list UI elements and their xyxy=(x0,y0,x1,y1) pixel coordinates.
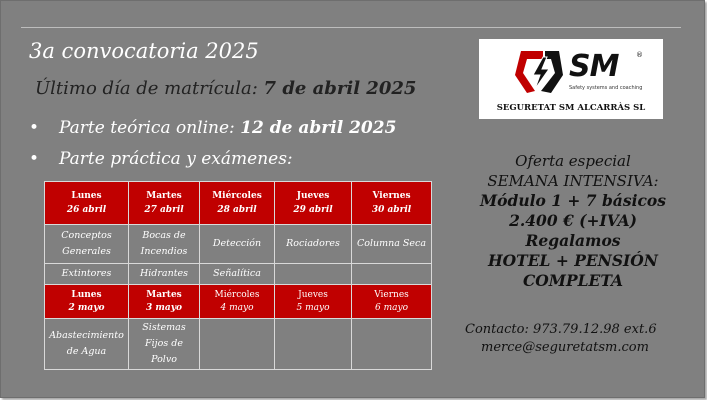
table-cell xyxy=(352,319,432,370)
special-offer xyxy=(447,151,699,291)
bullet-label: Parte teórica online: xyxy=(59,118,235,138)
offer-line: SEMANA INTENSIVA: xyxy=(487,172,659,190)
day-header: Jueves 29 abril xyxy=(275,182,352,225)
day-header: Martes 27 abril xyxy=(129,182,200,225)
schedule-table xyxy=(44,181,432,370)
logo-letters: SM xyxy=(569,49,619,84)
table-cell xyxy=(275,264,352,285)
deadline-date: 7 de abril 2025 xyxy=(263,78,417,99)
logo-registered: ® xyxy=(636,51,643,59)
table-cell: Columna Seca xyxy=(352,225,432,264)
table-cell: Sistemas Fijos de Polvo xyxy=(129,319,200,370)
bullet-value: 12 de abril 2025 xyxy=(240,118,397,138)
table-cell: Bocas de Incendios xyxy=(129,225,200,264)
table-cell: Conceptos Generales xyxy=(45,225,129,264)
table-cell: Abastecimiento de Agua xyxy=(45,319,129,370)
bullet-label: Parte práctica y exámenes: xyxy=(59,149,293,169)
deadline-label: Último día de matrícula: xyxy=(35,78,258,99)
day-header: Miércoles 28 abril xyxy=(200,182,275,225)
day-header: Lunes 26 abril xyxy=(45,182,129,225)
page-title: 3a convocatoria 2025 xyxy=(29,39,259,63)
bullet-dot-icon: • xyxy=(29,118,40,138)
offer-line: Oferta especial xyxy=(515,152,631,170)
table-row xyxy=(45,319,432,370)
contact-email[interactable]: merce@seguretatsm.com xyxy=(481,340,649,355)
table-cell xyxy=(200,319,275,370)
table-cell: Hidrantes xyxy=(129,264,200,285)
table-cell: Rociadores xyxy=(275,225,352,264)
contact-phone: Contacto: 973.79.12.98 ext.6 xyxy=(465,322,657,337)
day-header: Jueves 5 mayo xyxy=(275,285,352,319)
table-cell xyxy=(352,264,432,285)
bullet-practice xyxy=(29,149,293,169)
day-header: Miércoles 4 mayo xyxy=(200,285,275,319)
offer-line: Módulo 1 + 7 básicos xyxy=(480,191,666,210)
offer-line: HOTEL + PENSIÓN xyxy=(488,251,658,270)
table-cell: Extintores xyxy=(45,264,129,285)
logo-tagline: Safety systems and coaching xyxy=(569,85,643,91)
table-cell: Detección xyxy=(200,225,275,264)
day-header: Lunes 2 mayo xyxy=(45,285,129,319)
shield-bolt-icon xyxy=(513,47,565,97)
bullet-theory xyxy=(29,118,396,138)
table-row xyxy=(45,225,432,264)
company-logo xyxy=(479,39,663,119)
table-cell xyxy=(275,319,352,370)
day-header: Viernes 30 abril xyxy=(352,182,432,225)
enrollment-deadline xyxy=(35,78,416,99)
offer-line: Regalamos xyxy=(525,231,621,250)
offer-price: 2.400 € (+IVA) xyxy=(509,211,637,230)
table-row xyxy=(45,264,432,285)
day-header: Martes 3 mayo xyxy=(129,285,200,319)
offer-line: COMPLETA xyxy=(522,271,624,290)
table-cell: Señalítica xyxy=(200,264,275,285)
logo-company-name: SEGURETAT SM ALCARRÀS SL xyxy=(496,103,646,113)
bullet-dot-icon: • xyxy=(29,149,40,169)
contact-info xyxy=(465,321,657,357)
top-divider xyxy=(21,27,681,28)
week1-header-row xyxy=(45,182,432,225)
day-header: Viernes 6 mayo xyxy=(352,285,432,319)
week2-header-row xyxy=(45,285,432,319)
